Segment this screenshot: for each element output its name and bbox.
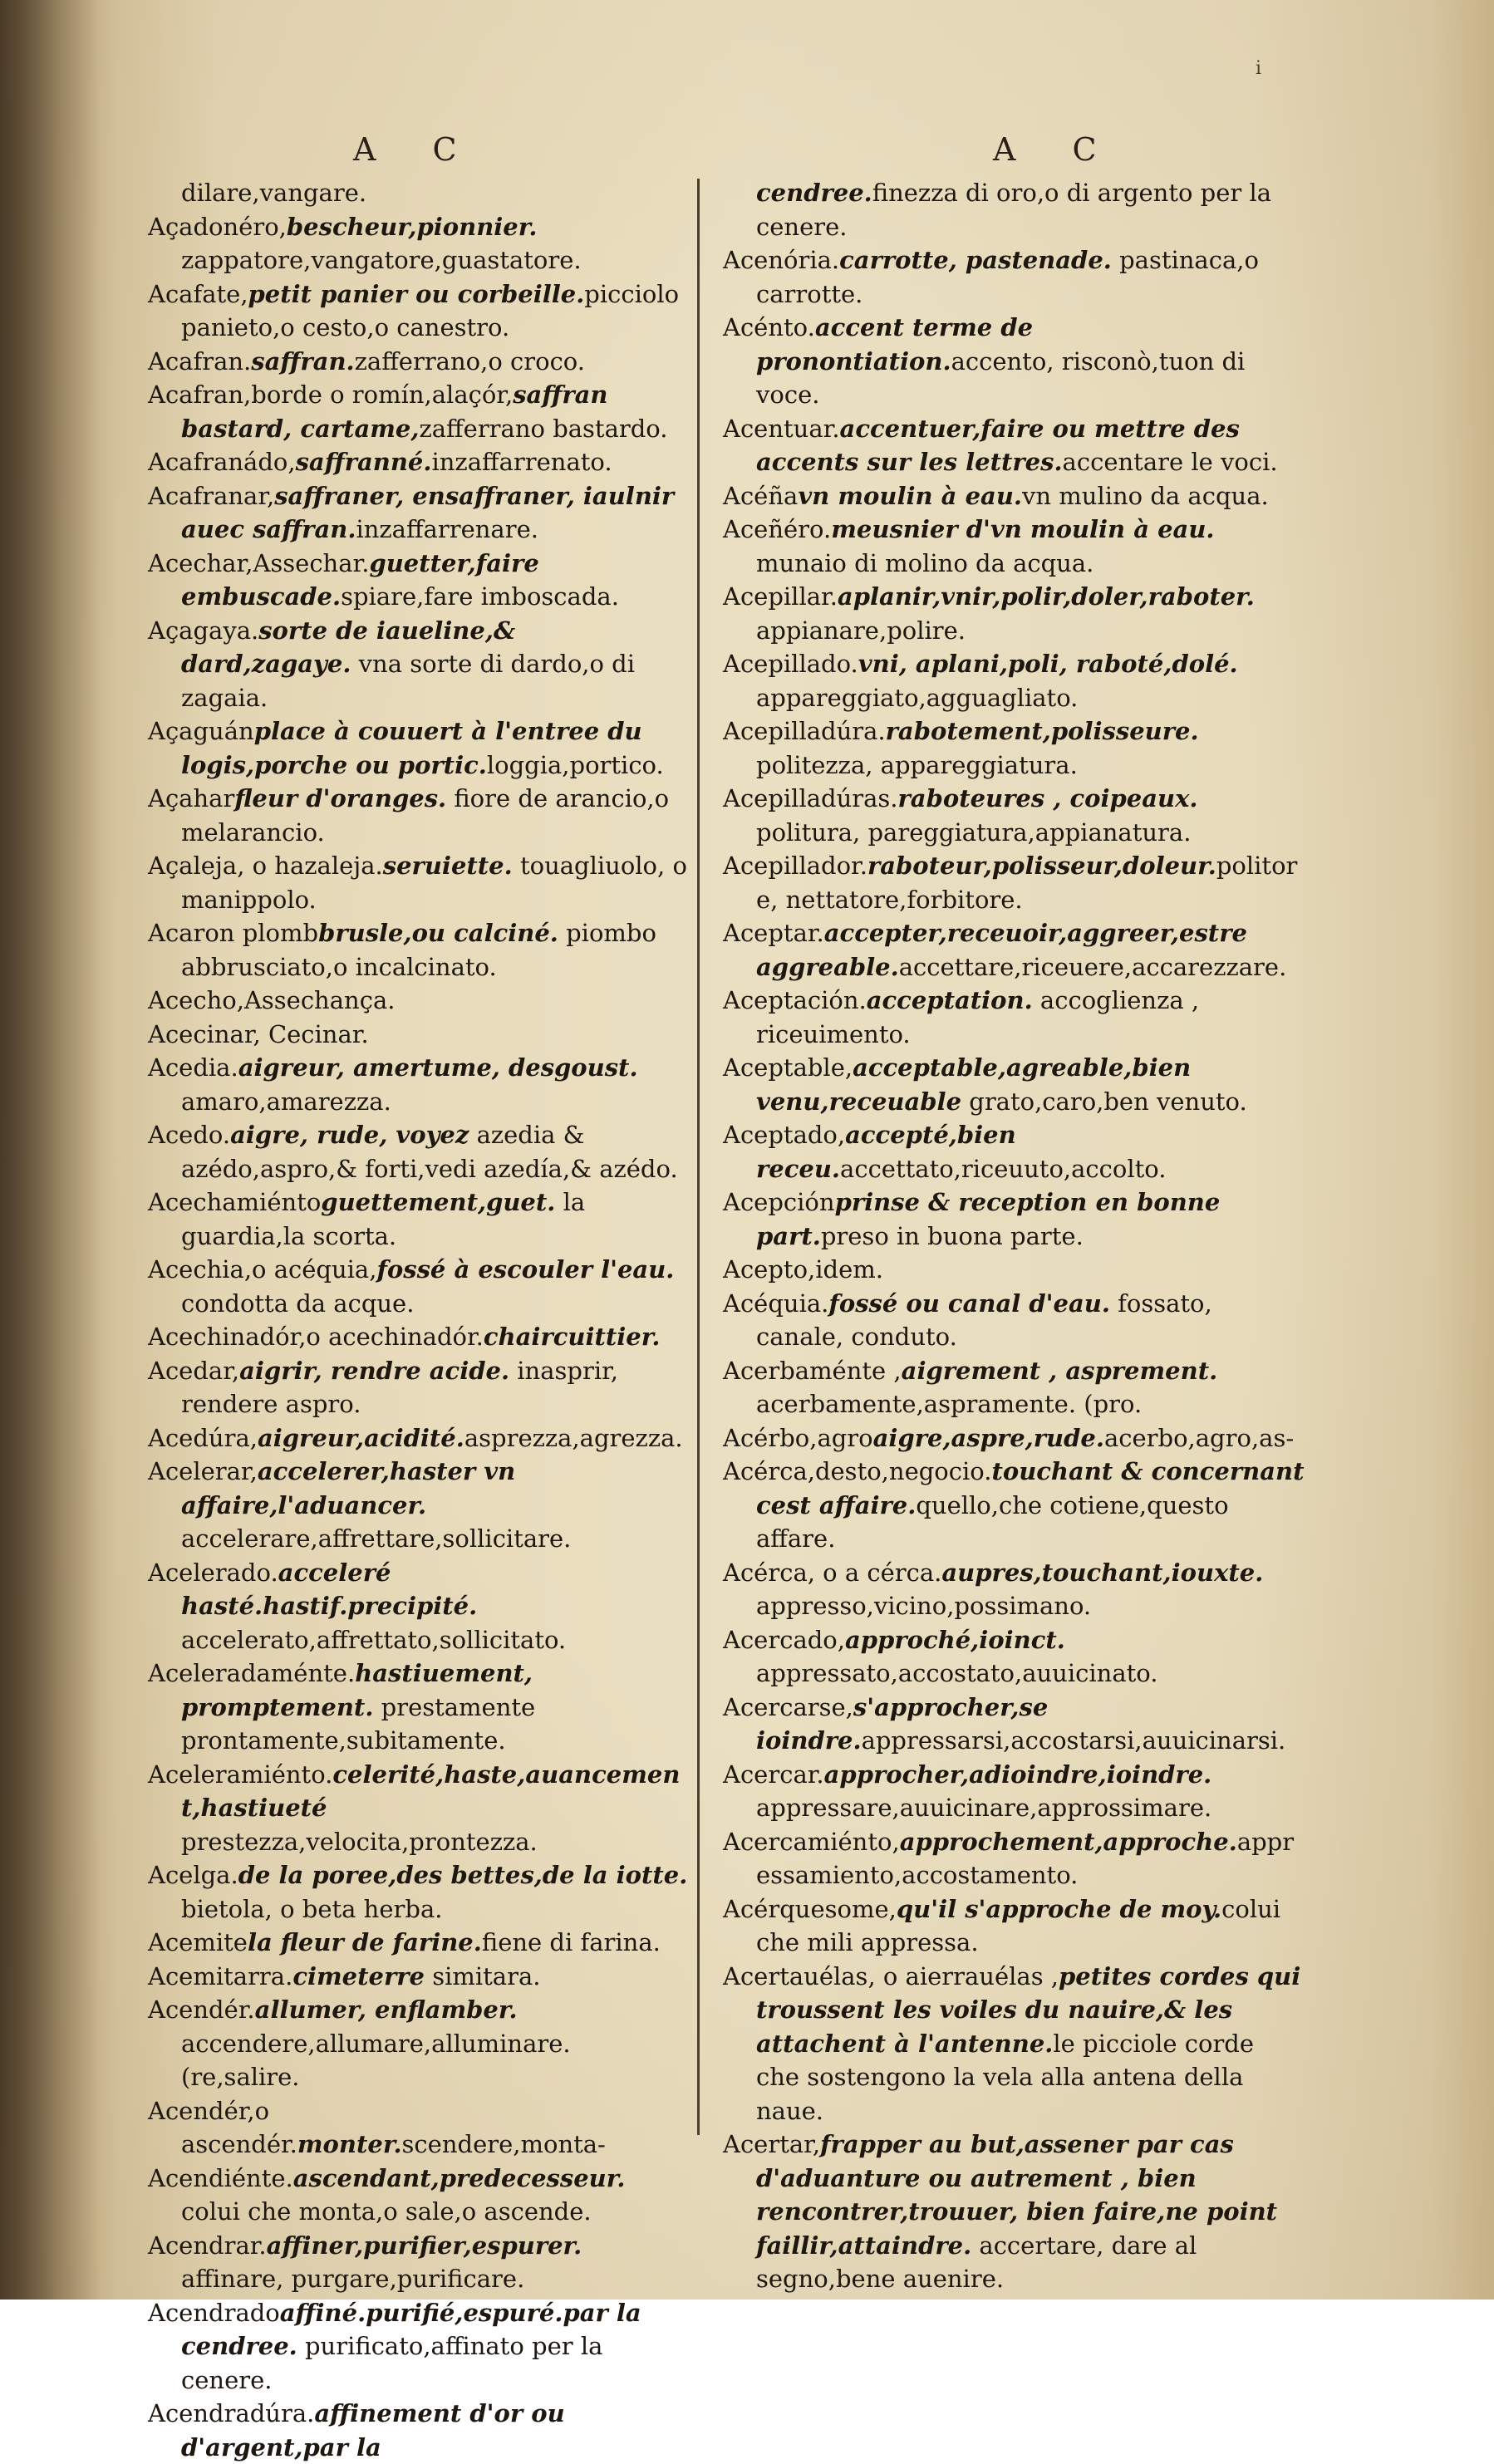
dictionary-entry xyxy=(723,1455,1305,1556)
entry-french: aigreur, amertume, desgoust. xyxy=(238,1053,638,1082)
entry-headword: Acechinadór,o acechinadór. xyxy=(148,1323,484,1351)
dictionary-entry xyxy=(723,1758,1305,1825)
entry-italian: simitara. xyxy=(424,1961,541,1990)
entry-french: bescheur,pionnier. xyxy=(286,212,538,241)
entry-headword: Acercado, xyxy=(723,1625,845,1654)
entry-italian: appressare,auuicinare,approssimare. xyxy=(756,1794,1212,1822)
entry-headword: Acepillado. xyxy=(723,650,858,678)
entry-french: prinse & reception en bonne part. xyxy=(756,1188,1221,1250)
entry-headword: Acaron plomb xyxy=(148,919,319,947)
entry-italian: vn mulino da acqua. xyxy=(1022,481,1269,510)
dictionary-entry xyxy=(723,479,1305,513)
entry-italian: acerbo,agro,as- xyxy=(1103,1423,1295,1452)
entry-french: aigrement , asprement. xyxy=(901,1356,1218,1385)
entry-italian: zafferrano bastardo. xyxy=(419,414,668,443)
entry-italian: politura, pareggiatura,appianatura. xyxy=(756,817,1192,847)
entry-headword: Acechamiénto xyxy=(148,1188,322,1216)
entry-headword: Acérbo,agro xyxy=(723,1423,873,1452)
entry-headword: Acénto. xyxy=(723,313,815,341)
entry-headword: Acendrar. xyxy=(148,2231,267,2260)
dictionary-entry xyxy=(148,479,688,547)
entry-headword: Acemitarra. xyxy=(148,1961,293,1990)
entry-headword: Acenória. xyxy=(723,246,840,274)
entry-headword: Aceñéro. xyxy=(723,515,832,543)
entry-french: accentuer,faire ou mettre des accents sur les lettres. xyxy=(756,414,1240,476)
left-column xyxy=(148,176,688,2464)
entry-italian: fiore de arancio,o melarancio. xyxy=(181,784,670,847)
entry-italian: zappatore,vangatore,guastatore. xyxy=(181,246,582,274)
dictionary-entry xyxy=(723,412,1305,479)
entry-italian: le picciole corde che sostengono la vela alla antena della naue. xyxy=(756,2029,1255,2125)
entry-italian: quello,che cotiene,questo affare. xyxy=(756,1490,1229,1553)
entry-french: affinement d'or ou d'argent,par la xyxy=(181,2399,565,2462)
dictionary-entry xyxy=(148,1455,688,1556)
entry-italian: asprezza,agrezza. xyxy=(464,1423,683,1452)
dictionary-entry xyxy=(148,782,688,849)
dictionary-entry xyxy=(723,1185,1305,1253)
dictionary-entry xyxy=(148,547,688,614)
entry-italian: appresso,vicino,possimano. xyxy=(756,1592,1092,1620)
entry-italian: piombo abbrusciato,o incalcinato. xyxy=(181,919,656,981)
dictionary-entry xyxy=(148,1858,688,1926)
dictionary-entry xyxy=(723,1892,1305,1960)
entry-french: cimeterre xyxy=(292,1961,425,1990)
entry-italian: accoglienza , riceuimento. xyxy=(756,986,1200,1048)
entry-headword: Acérca, o a cérca. xyxy=(723,1558,942,1587)
entry-italian: inzaffarrenare. xyxy=(356,515,538,543)
entry-french: meusnier d'vn moulin à eau. xyxy=(831,515,1215,543)
entry-french: carrotte, pastenade. xyxy=(839,246,1112,274)
dictionary-entry xyxy=(148,1421,688,1455)
dictionary-entry xyxy=(148,378,688,445)
entry-french: cendree. xyxy=(756,179,872,207)
entry-italian: pastinaca,o carrotte. xyxy=(756,246,1259,308)
dictionary-entry xyxy=(723,782,1305,849)
column-divider xyxy=(697,179,700,2135)
dictionary-entry xyxy=(723,2128,1305,2296)
entry-french: hastiuement, promptement. xyxy=(181,1659,533,1721)
entry-french: chaircuittier. xyxy=(483,1323,661,1351)
entry-headword: Açaleja, o hazaleja. xyxy=(148,852,383,880)
entry-italian: finezza di oro,o di argento per la cenere. xyxy=(756,179,1272,241)
entry-italian: prestamente prontamente,subitamente. xyxy=(181,1692,536,1755)
dictionary-entry xyxy=(148,2296,688,2398)
entry-headword: Acedar, xyxy=(148,1356,240,1385)
entry-french: aigre, rude, voyez xyxy=(230,1121,469,1149)
entry-french: vn moulin à eau. xyxy=(798,481,1022,510)
entry-french: fossé à escouler l'eau. xyxy=(376,1255,675,1284)
entry-french: accent terme de pronontiation. xyxy=(756,313,1034,375)
dictionary-entry xyxy=(148,984,688,1018)
dictionary-entry xyxy=(148,2094,688,2162)
entry-french: guettement,guet. xyxy=(321,1188,556,1216)
entry-headword: Acechar,Assechar. xyxy=(148,548,370,577)
dictionary-entry xyxy=(723,311,1305,412)
entry-french: accepté,bien receu. xyxy=(756,1121,1016,1183)
dictionary-entry xyxy=(723,1051,1305,1118)
entry-headword: Acepillar. xyxy=(723,582,838,611)
entry-italian: colui che monta,o sale,o ascende. xyxy=(181,2197,592,2226)
entry-french: s'approcher,se ioindre. xyxy=(756,1692,1049,1755)
entry-italian: loggia,portico. xyxy=(486,750,664,779)
entry-italian: accelerato,affrettato,sollicitato. xyxy=(181,1625,567,1654)
dictionary-entry xyxy=(723,1623,1305,1691)
entry-headword: Acepción xyxy=(723,1188,835,1216)
entry-french: approcher,adioindre,ioindre. xyxy=(823,1760,1212,1789)
dictionary-entry xyxy=(148,2229,688,2296)
entry-italian: appressato,accostato,auuicinato. xyxy=(756,1659,1158,1687)
entry-italian: inzaffarrenato. xyxy=(431,448,612,476)
entry-italian: appianare,polire. xyxy=(756,616,966,645)
entry-french: aplanir,vnir,polir,doler,raboter. xyxy=(837,582,1255,611)
entry-headword: Acecinar, Cecinar. xyxy=(148,1019,369,1048)
entry-italian: inasprir, rendere aspro. xyxy=(181,1356,619,1418)
dictionary-entry xyxy=(723,1287,1305,1354)
entry-italian: zafferrano,o croco. xyxy=(354,346,585,375)
entry-italian: azedia & azédo,aspro,& forti,vedi azedía,& azédo. xyxy=(181,1121,678,1183)
entry-headword: Acafranar, xyxy=(148,481,275,510)
dictionary-entry xyxy=(148,2162,688,2229)
entry-italian: preso in buona parte. xyxy=(820,1221,1084,1250)
entry-headword: Acertar, xyxy=(723,2130,821,2158)
entry-french: aigre,aspre,rude. xyxy=(872,1423,1104,1452)
entry-french: allumer, enflamber. xyxy=(254,1995,518,2024)
entry-headword: Acecho,Assechança. xyxy=(148,986,396,1014)
entry-headword: Acendradúra. xyxy=(148,2399,315,2427)
entry-french: raboteures , coipeaux. xyxy=(897,784,1198,812)
dictionary-entry xyxy=(148,176,688,210)
entry-italian: accendere,allumare,alluminare. (re,salire. xyxy=(181,2029,571,2091)
entry-french: seruiette. xyxy=(382,852,513,880)
entry-french: acceptation. xyxy=(866,986,1033,1014)
entry-italian: appressarsi,accostarsi,auuicinarsi. xyxy=(861,1726,1286,1755)
entry-italian: accettato,riceuuto,accolto. xyxy=(840,1154,1167,1183)
entry-headword: Acafran,borde o romín,alaçór, xyxy=(148,380,514,409)
right-column xyxy=(723,176,1305,2296)
entry-italian: colui che mili appressa. xyxy=(756,1894,1281,1956)
dictionary-entry xyxy=(148,1657,688,1758)
entry-french: raboteur,polisseur,doleur. xyxy=(867,852,1216,880)
running-head-left: A C xyxy=(353,131,480,168)
entry-french: saffranné. xyxy=(295,448,432,476)
entry-headword: Acercarse, xyxy=(723,1692,853,1721)
entry-headword: Acechia,o acéquia, xyxy=(148,1255,377,1284)
entry-french: rabotement,polisseure. xyxy=(885,717,1199,745)
dictionary-entry xyxy=(148,445,688,479)
entry-headword: Acepilladúra. xyxy=(723,717,886,745)
entry-headword: Acepto,idem. xyxy=(723,1255,883,1284)
entry-french: saffran. xyxy=(251,346,355,375)
dictionary-entry xyxy=(723,176,1305,243)
entry-headword: Acendiénte. xyxy=(148,2163,293,2192)
entry-headword: Acérca,desto,negocio. xyxy=(723,1457,992,1485)
entry-headword: Acérquesome, xyxy=(723,1894,897,1923)
entry-headword: Açadonéro, xyxy=(148,212,287,241)
entry-headword: Açagaya. xyxy=(148,616,259,645)
entry-headword: Aceptado, xyxy=(723,1121,846,1149)
dictionary-entry xyxy=(148,1354,688,1421)
entry-italian: condotta da acque. xyxy=(181,1288,415,1318)
entry-italian: spiare,fare imboscada. xyxy=(341,582,619,611)
dictionary-entry xyxy=(723,513,1305,580)
entry-headword: Açaguán xyxy=(148,717,254,745)
entry-italian: accento, risconò,tuon di voce. xyxy=(756,346,1246,409)
dictionary-entry xyxy=(148,1993,688,2094)
dictionary-entry xyxy=(148,614,688,715)
dictionary-entry xyxy=(723,1421,1305,1455)
entry-headword: Acéquia. xyxy=(723,1288,829,1318)
entry-italian: politore, nettatore,forbitore. xyxy=(756,852,1298,914)
dictionary-entry xyxy=(723,1118,1305,1185)
entry-french: vni, aplani,poli, raboté,dolé. xyxy=(858,650,1238,678)
entry-italian: amaro,amarezza. xyxy=(181,1087,391,1116)
entry-headword: Acerbaménte , xyxy=(723,1356,902,1385)
entry-italian: affinare, purgare,purificare. xyxy=(181,2265,525,2293)
entry-italian: appareggiato,agguagliato. xyxy=(756,683,1079,712)
dictionary-entry xyxy=(148,714,688,782)
entry-headword: Aceptable, xyxy=(723,1053,853,1082)
entry-italian: purificato,affinato per la cenere. xyxy=(181,2332,603,2394)
dictionary-entry xyxy=(148,1960,688,1994)
entry-headword: Acelga. xyxy=(148,1861,238,1889)
entry-italian: bietola, o beta herba. xyxy=(181,1894,443,1923)
entry-french: accelerer,haster vn affaire,l'aduancer. xyxy=(181,1457,516,1519)
dictionary-entry xyxy=(723,580,1305,647)
entry-headword: Acemite xyxy=(148,1928,248,1956)
entry-italian: touagliuolo, o manippolo. xyxy=(181,852,687,914)
entry-french: monter. xyxy=(297,2130,402,2158)
entry-headword: Acelerar, xyxy=(148,1457,258,1485)
entry-headword: Aceleradaménte. xyxy=(148,1659,356,1687)
entry-headword: Açahar xyxy=(148,784,235,812)
dictionary-entry xyxy=(148,1051,688,1118)
entry-french: saffraner, ensaffraner, iaulnir auec saffran. xyxy=(181,481,675,543)
entry-italian: politezza, appareggiatura. xyxy=(756,750,1078,779)
dictionary-entry xyxy=(148,1320,688,1354)
dictionary-entry xyxy=(148,916,688,984)
entry-headword: Acedia. xyxy=(148,1053,238,1082)
dictionary-entry xyxy=(723,647,1305,714)
entry-french: sorte de iaueline,& dard,zagaye. xyxy=(181,616,516,678)
entry-headword: Acafran. xyxy=(148,346,252,375)
dictionary-entry xyxy=(723,849,1305,916)
entry-headword: Aceptar. xyxy=(723,919,824,947)
running-head-right: A C xyxy=(993,131,1120,168)
dictionary-entry xyxy=(723,1354,1305,1421)
dictionary-entry xyxy=(723,1556,1305,1623)
entry-italian: picciolo panieto,o cesto,o canestro. xyxy=(181,279,680,341)
entry-french: affiner,purifier,espurer. xyxy=(266,2231,582,2260)
entry-headword: Acafranádo, xyxy=(148,448,296,476)
entry-headword: Acéña xyxy=(723,481,799,510)
dictionary-entry xyxy=(723,984,1305,1051)
entry-french: acceleré hasté.hastif.precipité. xyxy=(181,1558,478,1620)
entry-french: petit panier ou corbeille. xyxy=(248,279,585,308)
entry-headword: Acedúra, xyxy=(148,1423,258,1452)
entry-french: affiné.purifié,espuré.par la cendree. xyxy=(181,2298,641,2360)
dictionary-entry xyxy=(148,2397,688,2464)
dictionary-entry xyxy=(148,849,688,916)
entry-french: frapper au but,assener par cas d'aduanture ou autrement , bien rencontrer,trouuer, bien faire,ne point faillir,attaindre. xyxy=(756,2130,1278,2260)
dictionary-entry xyxy=(148,210,688,277)
entry-french: petites cordes qui troussent les voiles du nauire,& les attachent à l'antenne. xyxy=(756,1961,1301,2058)
entry-french: touchant & concernant cest affaire. xyxy=(756,1457,1305,1519)
entry-french: aigreur,acidité. xyxy=(257,1423,464,1452)
entry-italian: fiene di farina. xyxy=(481,1928,661,1956)
entry-french: acceptable,agreable,bien venu,receuable xyxy=(756,1053,1192,1116)
entry-french: approchement,approche. xyxy=(899,1827,1237,1856)
entry-italian: appressamiento,accostamento. xyxy=(756,1827,1295,1889)
entry-headword: Acafate, xyxy=(148,279,248,308)
entry-french: de la poree,des bettes,de la iotte. xyxy=(238,1861,688,1889)
entry-french: place à couuert à l'entree du logis,porche ou portic. xyxy=(181,717,642,779)
entry-italian: munaio di molino da acqua. xyxy=(756,548,1094,577)
dictionary-entry xyxy=(148,1926,688,1960)
entry-italian: la guardia,la scorta. xyxy=(181,1188,586,1250)
dictionary-entry xyxy=(148,1018,688,1052)
entry-headword: Aceleramiénto. xyxy=(148,1760,333,1789)
entry-headword: Acercamiénto, xyxy=(723,1827,900,1856)
entry-italian: accelerare,affrettare,sollicitare. xyxy=(181,1524,572,1553)
binding-shadow xyxy=(0,0,100,2300)
entry-headword: Acedo. xyxy=(148,1121,231,1149)
entry-headword: Acendér,o ascendér. xyxy=(148,2096,297,2158)
entry-french: brusle,ou calciné. xyxy=(318,919,558,947)
entry-headword: Acentuar. xyxy=(723,414,840,443)
dictionary-entry xyxy=(148,1253,688,1320)
entry-italian: scendere,monta- xyxy=(401,2130,606,2158)
dictionary-entry xyxy=(723,1253,1305,1287)
dictionary-entry xyxy=(148,277,688,345)
dictionary-entry xyxy=(723,1825,1305,1892)
dictionary-entry xyxy=(148,1556,688,1657)
dictionary-entry xyxy=(723,1960,1305,2128)
entry-french: celerité,haste,auancement,hastiueté xyxy=(181,1760,681,1822)
entry-headword: Acepillador. xyxy=(723,852,867,880)
entry-french: fleur d'oranges. xyxy=(234,784,447,812)
entry-french: approché,ioinct. xyxy=(844,1625,1065,1654)
entry-italian: accettare,riceuere,accarezzare. xyxy=(898,952,1287,981)
entry-french: qu'il s'approche de moy. xyxy=(896,1894,1222,1923)
entry-french: saffran bastard, cartame, xyxy=(181,380,608,443)
entry-french: aupres,touchant,iouxte. xyxy=(941,1558,1264,1587)
entry-headword: Acendér. xyxy=(148,1995,255,2024)
dictionary-entry xyxy=(148,1758,688,1859)
entry-italian: prestezza,velocita,prontezza. xyxy=(181,1827,538,1856)
entry-french: accepter,receuoir,aggreer,estre aggreable. xyxy=(756,919,1247,981)
entry-headword: Acertauélas, o aierrauélas , xyxy=(723,1961,1059,1990)
entry-italian: fossato, canale, conduto. xyxy=(756,1288,1212,1351)
folio-mark: i xyxy=(1255,58,1261,79)
dictionary-entry xyxy=(723,243,1305,311)
entry-italian: accentare le voci. xyxy=(1062,448,1278,476)
entry-french: aigrir, rendre acide. xyxy=(239,1356,510,1385)
entry-french: la fleur de farine. xyxy=(247,1928,482,1956)
entry-french: fossé ou canal d'eau. xyxy=(828,1288,1110,1318)
entry-headword: Acelerado. xyxy=(148,1558,278,1587)
entry-french: guetter,faire embuscade. xyxy=(181,548,539,611)
entry-italian: dilare,vangare. xyxy=(181,179,367,207)
entry-headword: Acendrado xyxy=(148,2298,280,2327)
entry-headword: Acepilladúras. xyxy=(723,784,898,812)
entry-headword: Acercar. xyxy=(723,1760,824,1789)
dictionary-entry xyxy=(723,1691,1305,1758)
dictionary-entry xyxy=(723,916,1305,984)
entry-italian: accertare, dare al segno,bene auenire. xyxy=(756,2231,1197,2293)
dictionary-entry xyxy=(148,345,688,379)
dictionary-entry xyxy=(148,1185,688,1253)
entry-italian: acerbamente,aspramente. (pro. xyxy=(756,1390,1143,1418)
entry-french: ascendant,predecesseur. xyxy=(292,2163,626,2192)
dictionary-entry xyxy=(148,1118,688,1185)
entry-italian: vna sorte di dardo,o di zagaia. xyxy=(181,650,636,712)
entry-headword: Aceptación. xyxy=(723,986,867,1014)
entry-italian: grato,caro,ben venuto. xyxy=(961,1087,1247,1116)
dictionary-entry xyxy=(723,714,1305,782)
